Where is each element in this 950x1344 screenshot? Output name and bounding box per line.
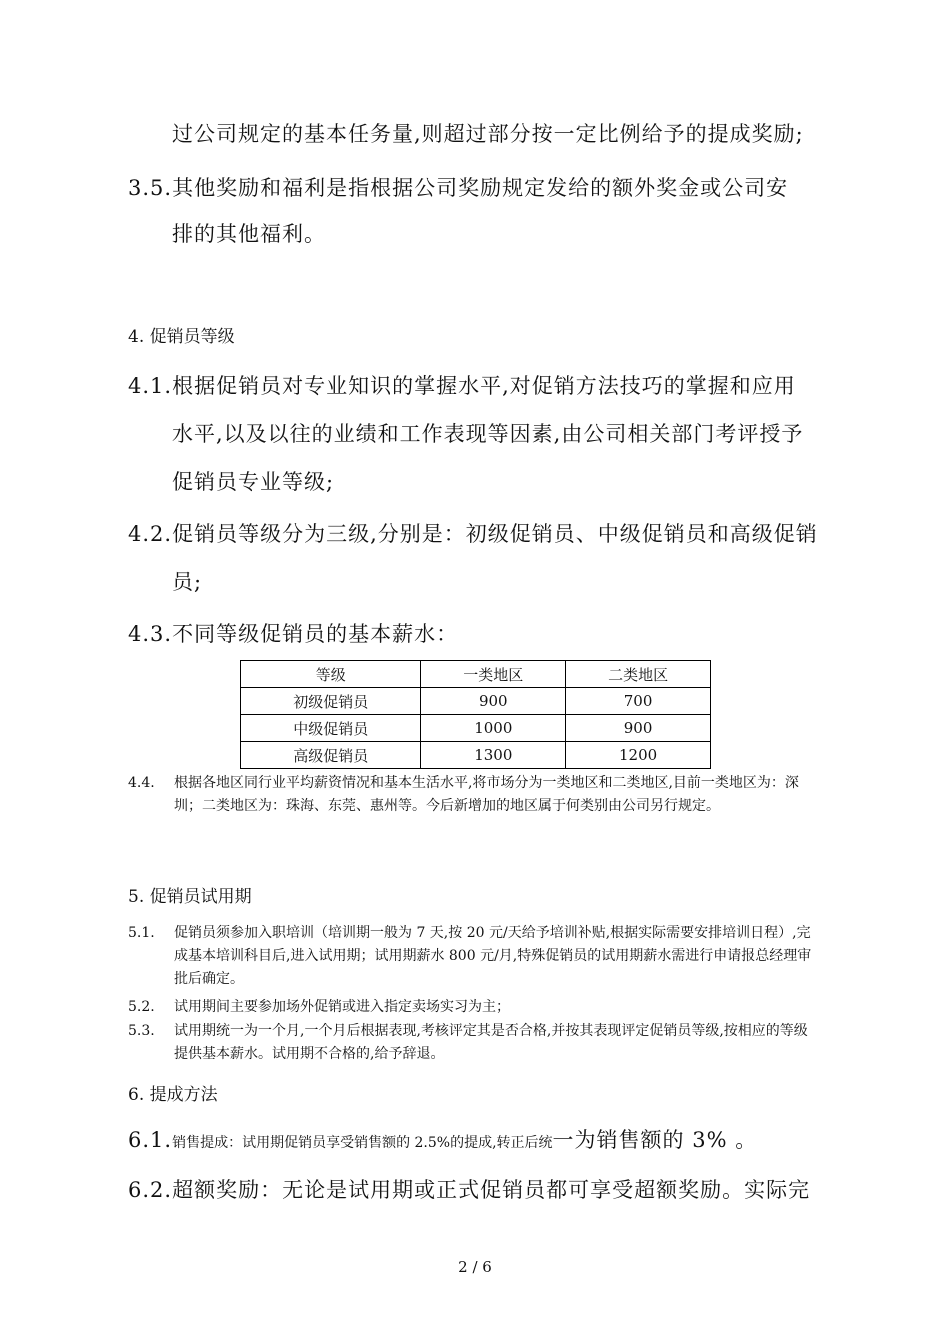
item-text: 促销员须参加入职培训（培训期一般为 7 天,按 20 元/天给予培训补贴,根据实际需要安排培训日程）,完成基本培训科目后,进入试用期；试用期薪水 800 元/月,特殊促销员的试用期薪水需进行申请报总经理审批后确定。 [174,925,812,987]
item-4-4 [128,772,818,818]
item-number: 5.3. [128,1023,155,1039]
item-text: 试用期间主要参加场外促销或进入指定卖场实习为主； [174,999,510,1015]
table-row [241,688,711,715]
item-text: 根据各地区同行业平均薪资情况和基本生活水平,将市场分为一类地区和二类地区,目前一类地区为：深圳；二类地区为：珠海、东莞、惠州等。今后新增加的地区属于何类别由公司另行规定。 [174,775,799,814]
item-4-2 [128,518,818,548]
item-6-2 [128,1174,810,1204]
item-4-1-cont2: 促销员专业等级; [172,470,335,494]
item-text: 超额奖励：无论是试用期或正式促销员都可享受超额奖励。实际完 [172,1178,811,1202]
item-5-1 [128,922,818,991]
item-text-small: 销售提成：试用期促销员享受销售额的 2.5%的提成,转正后统 [172,1135,553,1151]
item-number: 4.2. [128,522,173,546]
item-number: 4.4. [128,775,155,791]
item-text: 促销员等级分为三级,分别是：初级促销员、中级促销员和高级促销 [172,522,818,546]
table-cell: 高级促销员 [241,742,421,769]
item-5-2 [128,996,818,1019]
section-heading-4: 4. 促销员等级 [128,327,235,347]
table-cell: 初级促销员 [241,688,421,715]
text-line-continuation: 过公司规定的基本任务量,则超过部分按一定比例给予的提成奖励; [172,122,804,146]
table-cell: 900 [421,688,566,715]
item-number: 4.1. [128,374,173,398]
item-3-5-cont: 排的其他福利。 [172,222,326,246]
item-number: 4.3. [128,622,173,646]
table-header-cell: 二类地区 [566,661,711,688]
table-header-cell: 一类地区 [421,661,566,688]
page-number: 2 / 6 [458,1258,492,1276]
item-text-large: 一为销售额的 3% 。 [552,1128,758,1152]
table-row [241,742,711,769]
table-cell: 中级促销员 [241,715,421,742]
item-4-1 [128,370,796,400]
item-text: 试用期统一为一个月,一个月后根据表现,考核评定其是否合格,并按其表现评定促销员等级,按相应的等级提供基本薪水。试用期不合格的,给予辞退。 [174,1023,808,1062]
item-6-1 [128,1124,757,1154]
item-3-5 [128,172,788,202]
item-number: 6.2. [128,1178,173,1202]
table-cell: 1200 [566,742,711,769]
table-row [241,715,711,742]
item-number: 5.1. [128,925,155,941]
table-cell: 900 [566,715,711,742]
section-heading-6: 6. 提成方法 [128,1085,218,1105]
table-header-cell: 等级 [241,661,421,688]
salary-table [240,660,711,769]
item-number: 6.1. [128,1128,173,1152]
item-number: 5.2. [128,999,155,1015]
section-heading-5: 5. 促销员试用期 [128,887,252,907]
item-text: 不同等级促销员的基本薪水： [172,622,459,646]
table-header-row [241,661,711,688]
item-4-1-cont: 水平,以及以往的业绩和工作表现等因素,由公司相关部门考评授予 [172,422,804,446]
item-4-3 [128,618,458,648]
item-4-2-cont: 员; [172,570,203,594]
item-number: 3.5. [128,176,173,200]
item-text: 根据促销员对专业知识的掌握水平,对促销方法技巧的掌握和应用 [172,374,796,398]
table-cell: 700 [566,688,711,715]
item-text: 其他奖励和福利是指根据公司奖励规定发给的额外奖金或公司安 [172,176,789,200]
table-cell: 1300 [421,742,566,769]
item-5-3 [128,1020,818,1066]
table-cell: 1000 [421,715,566,742]
